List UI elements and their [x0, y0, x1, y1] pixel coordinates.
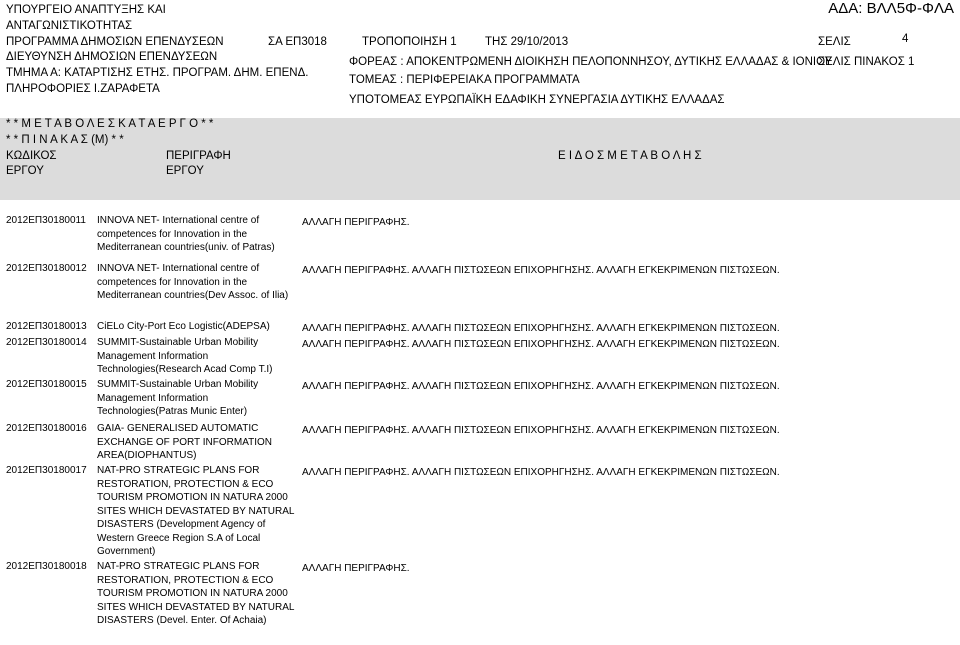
project-code: 2012ΕΠ30180016 [6, 423, 87, 434]
sector: ΤΟΜΕΑΣ : ΠΕΡΙΦΕΡΕΙΑΚΑ ΠΡΟΓΡΑΜΜΑΤΑ [349, 74, 580, 86]
change-type: ΑΛΛΑΓΗ ΠΕΡΙΓΡΑΦΗΣ. [302, 217, 410, 228]
ministry-line: ΥΠΟΥΡΓΕΙΟ ΑΝΑΠΤΥΞΗΣ ΚΑΙ [6, 4, 166, 16]
project-description: INNOVA NET- International centre of competences for Innovation in the Mediterranean countries(univ. of Patras) [97, 215, 275, 253]
column-header-code-sub: ΕΡΓΟΥ [6, 165, 44, 177]
page-label: ΣΕΛΙΣ [818, 36, 851, 48]
change-type: ΑΛΛΑΓΗ ΠΕΡΙΓΡΑΦΗΣ. ΑΛΛΑΓΗ ΠΙΣΤΩΣΕΩΝ ΕΠΙΧΟΡΗΓΗΣΗΣ. ΑΛΛΑΓΗ ΕΓΚΕΚΡΙΜΕΝΩΝ ΠΙΣΤΩΣΕΩΝ. [302, 339, 780, 350]
ministry-header [6, 4, 308, 99]
table-page: ΣΕΛΙΣ ΠΙΝΑΚΟΣ 1 [818, 56, 915, 68]
change-type: ΑΛΛΑΓΗ ΠΕΡΙΓΡΑΦΗΣ. [302, 563, 410, 574]
project-description: NAT-PRO STRATEGIC PLANS FOR RESTORATION, PROTECTION & ECO TOURISM PROMOTION IN NATURA 2000 SITES WHICH DEVASTATED BY NATURAL DISASTERS (Devel. Enter. Of Achaia) [97, 561, 295, 626]
column-header-description: ΠΕΡΙΓΡΑΦΗ [166, 150, 231, 162]
project-code: 2012ΕΠ30180011 [6, 215, 86, 226]
program-line: ΠΡΟΓΡΑΜΜΑ ΔΗΜΟΣΙΩΝ ΕΠΕΝΔΥΣΕΩΝ [6, 35, 224, 48]
column-header-code: ΚΩΔΙΚΟΣ [6, 150, 57, 162]
project-description: SUMMIT-Sustainable Urban Mobility Management Information Technologies(Research Acad Comp T.I) [97, 337, 273, 375]
project-description: SUMMIT-Sustainable Urban Mobility Management Information Technologies(Patras Munic Enter) [97, 379, 259, 417]
project-description: INNOVA NET- International centre of competences for Innovation in the Mediterranean countries(Dev Assoc. of Ilia) [97, 263, 289, 301]
change-type: ΑΛΛΑΓΗ ΠΕΡΙΓΡΑΦΗΣ. ΑΛΛΑΓΗ ΠΙΣΤΩΣΕΩΝ ΕΠΙΧΟΡΗΓΗΣΗΣ. ΑΛΛΑΓΗ ΕΓΚΕΚΡΙΜΕΝΩΝ ΠΙΣΤΩΣΕΩΝ. [302, 381, 780, 392]
project-code: 2012ΕΠ30180018 [6, 561, 87, 572]
banner-subtitle: * * Π Ι Ν Α Κ Α Σ (Μ) * * [6, 134, 124, 146]
amendment-number: ΤΡΟΠΟΠΟΙΗΣΗ 1 [362, 36, 457, 48]
sa-code: ΣΑ ΕΠ3018 [268, 36, 327, 48]
agency: ΦΟΡΕΑΣ : ΑΠΟΚΕΝΤΡΩΜΕΝΗ ΔΙΟΙΚΗΣΗ ΠΕΛΟΠΟΝΝΗΣΟΥ, ΔΥΤΙΚΗΣ ΕΛΛΑΔΑΣ & ΙΟΝΙΟΥ [349, 56, 833, 68]
change-type: ΑΛΛΑΓΗ ΠΕΡΙΓΡΑΦΗΣ. ΑΛΛΑΓΗ ΠΙΣΤΩΣΕΩΝ ΕΠΙΧΟΡΗΓΗΣΗΣ. ΑΛΛΑΓΗ ΕΓΚΕΚΡΙΜΕΝΩΝ ΠΙΣΤΩΣΕΩΝ. [302, 323, 780, 334]
column-header-change-type: Ε Ι Δ Ο Σ Μ Ε Τ Α Β Ο Λ Η Σ [558, 150, 702, 162]
ministry-line: ΑΝΤΑΓΩΝΙΣΤΙΚΟΤΗΤΑΣ [6, 19, 133, 32]
project-code: 2012ΕΠ30180012 [6, 263, 87, 274]
project-code: 2012ΕΠ30180015 [6, 379, 87, 390]
change-type: ΑΛΛΑΓΗ ΠΕΡΙΓΡΑΦΗΣ. ΑΛΛΑΓΗ ΠΙΣΤΩΣΕΩΝ ΕΠΙΧΟΡΗΓΗΣΗΣ. ΑΛΛΑΓΗ ΕΓΚΕΚΡΙΜΕΝΩΝ ΠΙΣΤΩΣΕΩΝ. [302, 265, 780, 276]
change-type: ΑΛΛΑΓΗ ΠΕΡΙΓΡΑΦΗΣ. ΑΛΛΑΓΗ ΠΙΣΤΩΣΕΩΝ ΕΠΙΧΟΡΗΓΗΣΗΣ. ΑΛΛΑΓΗ ΕΓΚΕΚΡΙΜΕΝΩΝ ΠΙΣΤΩΣΕΩΝ. [302, 425, 780, 436]
project-description: GAIA- GENERALISED AUTOMATIC EXCHANGE OF PORT INFORMATION AREA(DIOPHANTUS) [97, 423, 273, 461]
change-type: ΑΛΛΑΓΗ ΠΕΡΙΓΡΑΦΗΣ. ΑΛΛΑΓΗ ΠΙΣΤΩΣΕΩΝ ΕΠΙΧΟΡΗΓΗΣΗΣ. ΑΛΛΑΓΗ ΕΓΚΕΚΡΙΜΕΝΩΝ ΠΙΣΤΩΣΕΩΝ. [302, 467, 780, 478]
contact-line: ΠΛΗΡΟΦΟΡΙΕΣ Ι.ΖΑΡΑΦΕΤΑ [6, 82, 160, 95]
subsector: ΥΠΟΤΟΜΕΑΣ ΕΥΡΩΠΑΪΚΗ ΕΔΑΦΙΚΗ ΣΥΝΕΡΓΑΣΙΑ ΔΥΤΙΚΗΣ ΕΛΛΑΔΑΣ [349, 94, 725, 106]
directorate-line: ΔΙΕΥΘΥΝΣΗ ΔΗΜΟΣΙΩΝ ΕΠΕΝΔΥΣΕΩΝ [6, 51, 218, 64]
column-header-description-sub: ΕΡΓΟΥ [166, 165, 204, 177]
page-number: 4 [902, 33, 909, 45]
ada-code: ΑΔΑ: ΒΛΛ5Φ-ΦΛΑ [828, 0, 954, 17]
table-header-banner [0, 118, 960, 200]
project-code: 2012ΕΠ30180013 [6, 321, 87, 332]
amendment-date: ΤΗΣ 29/10/2013 [485, 36, 569, 48]
project-description: CiELo City-Port Eco Logistic(ADEPSA) [97, 321, 270, 332]
project-code: 2012ΕΠ30180014 [6, 337, 87, 348]
project-description: NAT-PRO STRATEGIC PLANS FOR RESTORATION, PROTECTION & ECO TOURISM PROMOTION IN NATURA 2000 SITES WHICH DEVASTATED BY NATURAL DISASTERS (Development Agency of Western Greece Region S.A of Local Government) [97, 465, 295, 557]
project-code: 2012ΕΠ30180017 [6, 465, 87, 476]
banner-title: * * Μ Ε Τ Α Β Ο Λ Ε Σ Κ Α Τ Α Ε Ρ Γ Ο * * [6, 118, 214, 130]
department-line: ΤΜΗΜΑ Α: ΚΑΤΑΡΤΙΣΗΣ ΕΤΗΣ. ΠΡΟΓΡΑΜ. ΔΗΜ. ΕΠΕΝΔ. [6, 67, 309, 80]
